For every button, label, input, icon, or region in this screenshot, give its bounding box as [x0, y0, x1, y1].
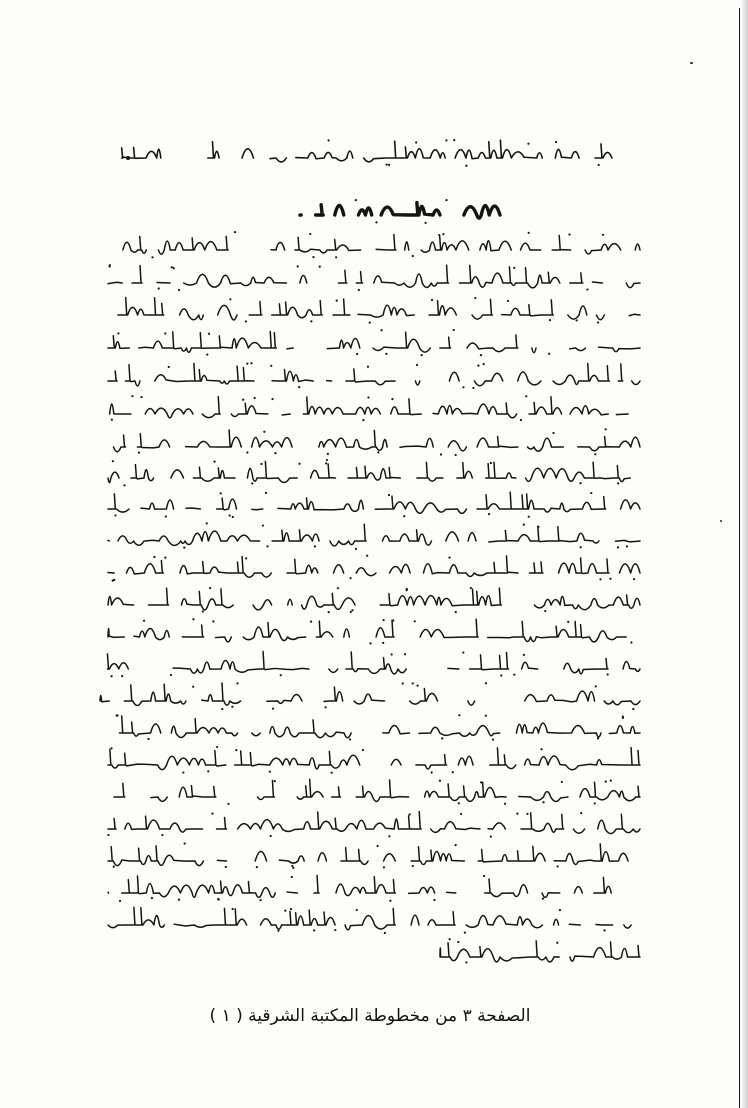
manuscript-body-line [104, 395, 628, 421]
manuscript-body-line [104, 428, 640, 456]
manuscript-title-line [300, 199, 500, 224]
manuscript-body-line [108, 587, 640, 613]
manuscript-body-line [108, 231, 640, 259]
manuscript-body-line [440, 938, 640, 963]
manuscript-body-line [104, 779, 640, 805]
manuscript-body-line [108, 875, 611, 902]
manuscript-body-line [108, 329, 640, 356]
manuscript-body-line [108, 492, 640, 518]
manuscript-body-line [107, 651, 640, 677]
manuscript-body-line [108, 522, 640, 550]
manuscript-body-line [106, 714, 640, 741]
manuscript-body-line [108, 264, 640, 291]
manuscript-body-line [100, 682, 640, 710]
manuscript-body-line [108, 746, 640, 774]
manuscript-body-line [104, 297, 640, 324]
page-caption: الصفحة ٣ من مخطوطة المكتبة الشرقية ( ١ ) [209, 1006, 531, 1026]
manuscript-body-line [108, 842, 628, 868]
manuscript-body-line [108, 459, 630, 487]
heading-period [126, 156, 130, 160]
manuscript-heading-line [122, 139, 612, 167]
manuscript-body-line [108, 618, 633, 644]
manuscript-body-line [108, 362, 640, 389]
manuscript-body-line [108, 555, 640, 582]
manuscript-body-line [107, 812, 640, 838]
manuscript-body-line [108, 907, 631, 934]
